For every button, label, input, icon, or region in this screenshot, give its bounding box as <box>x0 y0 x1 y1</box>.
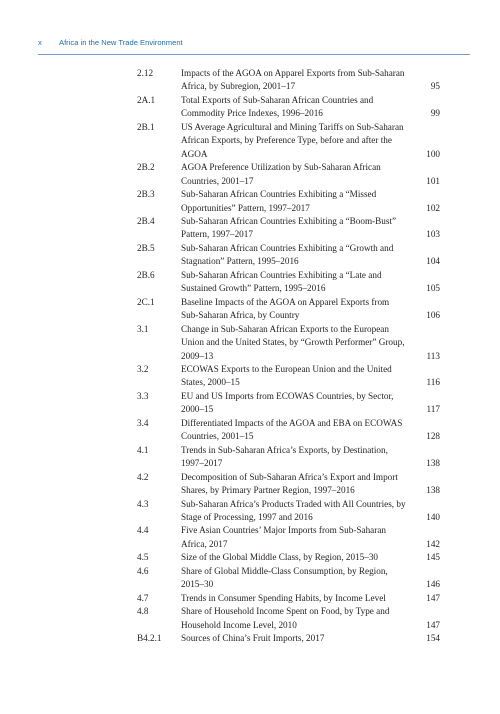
toc-entry <box>137 524 440 551</box>
entry-page: 138 <box>426 485 440 496</box>
entry-title: Baseline Impacts of the AGOA on Apparel Exports from Sub-Saharan Africa, by Country <box>181 296 390 321</box>
entry-number: 3.3 <box>137 390 149 401</box>
entry-number: 4.8 <box>137 606 149 617</box>
entry-number: 2B.2 <box>137 162 155 173</box>
entry-page: 154 <box>426 633 440 644</box>
entry-number: 3.1 <box>137 323 149 334</box>
entry-page: 103 <box>426 229 440 240</box>
entry-title: US Average Agricultural and Mining Tariffs on Sub-Saharan African Exports, by Preference Type, before and after the AGOA <box>181 121 404 159</box>
entry-page: 101 <box>426 175 440 186</box>
entry-number: B4.2.1 <box>137 633 162 644</box>
entry-page: 117 <box>426 404 440 415</box>
entry-title: Sources of China’s Fruit Imports, 2017 <box>181 633 325 644</box>
toc-entry <box>137 121 440 161</box>
entry-page: 100 <box>426 148 440 159</box>
toc-entry <box>137 188 440 215</box>
entry-number: 2B.5 <box>137 242 155 253</box>
entry-number: 2B.3 <box>137 189 155 200</box>
entry-number: 2B.1 <box>137 121 155 132</box>
entry-number: 2.12 <box>137 68 154 78</box>
toc-list <box>137 67 440 645</box>
entry-page: 99 <box>430 108 440 119</box>
toc-entry <box>137 551 440 564</box>
entry-title: Share of Global Middle-Class Consumption, by Region, 2015–30 <box>181 565 388 590</box>
entry-number: 4.4 <box>137 525 149 536</box>
entry-page: 142 <box>426 538 440 549</box>
toc-entry <box>137 161 440 188</box>
entry-title: Share of Household Income Spent on Food, by Type and Household Income Level, 2010 <box>181 606 390 630</box>
entry-page: 128 <box>426 431 440 442</box>
entry-title: Sub-Saharan African Countries Exhibiting a “Boom-Bust” Pattern, 1997–2017 <box>181 215 397 240</box>
toc-entry <box>137 471 440 498</box>
toc-entry <box>137 417 440 444</box>
toc-entry <box>137 242 440 269</box>
toc-entry <box>137 269 440 296</box>
toc-entry <box>137 296 440 323</box>
entry-number: 3.2 <box>137 363 149 374</box>
entry-number: 4.6 <box>137 565 149 576</box>
toc-entry <box>137 67 440 94</box>
entry-number: 3.4 <box>137 417 149 428</box>
entry-number: 4.7 <box>137 592 149 603</box>
entry-title: Size of the Global Middle Class, by Region, 2015–30 <box>181 552 379 563</box>
entry-title: Sub-Saharan African Countries Exhibiting a “Growth and Stagnation” Pattern, 1995–2016 <box>181 242 394 267</box>
entry-title: Differentiated Impacts of the AGOA and EBA on ECOWAS Countries, 2001–15 <box>181 417 403 442</box>
entry-title: Sub-Saharan African Countries Exhibiting a “Missed Opportunities” Pattern, 1997–2017 <box>181 189 377 213</box>
entry-number: 2B.4 <box>137 215 155 226</box>
header-page-number: x <box>38 38 42 47</box>
entry-number: 2A.1 <box>137 94 156 105</box>
toc-entry <box>137 444 440 471</box>
toc-entry <box>137 632 440 645</box>
toc-entry <box>137 565 440 592</box>
header-running-title: Africa in the New Trade Environment <box>59 38 183 47</box>
toc-entry <box>137 498 440 525</box>
entry-page: 95 <box>430 81 440 92</box>
entry-title: Total Exports of Sub-Saharan African Countries and Commodity Price Indexes, 1996–2016 <box>181 94 374 119</box>
entry-title: Decomposition of Sub-Saharan Africa’s Export and Import Shares, by Primary Partner Region, 1997–2016 <box>181 471 398 496</box>
entry-number: 4.5 <box>137 552 149 563</box>
entry-number: 2C.1 <box>137 296 155 307</box>
entry-page: 106 <box>426 310 440 321</box>
entry-title: Change in Sub-Saharan African Exports to the European Union and the United States, by “Growth Performer” Group, 2009–13 <box>181 323 405 361</box>
toc-entry <box>137 363 440 390</box>
running-header <box>38 38 470 52</box>
toc-entry <box>137 323 440 363</box>
entry-title: Sub-Saharan African Countries Exhibiting a “Late and Sustained Growth” Pattern, 1995–2016 <box>181 269 382 294</box>
toc-entry <box>137 592 440 605</box>
entry-title: ECOWAS Exports to the European Union and the United States, 2000–15 <box>181 363 392 388</box>
toc-entry <box>137 605 440 632</box>
entry-number: 2B.6 <box>137 269 155 280</box>
entry-title: AGOA Preference Utilization by Sub-Saharan African Countries, 2001–17 <box>181 162 381 186</box>
entry-title: Five Asian Countries’ Major Imports from Sub-Saharan Africa, 2017 <box>181 525 386 549</box>
entry-page: 140 <box>426 511 440 522</box>
entry-page: 116 <box>426 377 440 388</box>
entry-number: 4.1 <box>137 444 149 455</box>
entry-page: 145 <box>426 552 440 563</box>
toc-entry <box>137 390 440 417</box>
entry-number: 4.2 <box>137 471 149 482</box>
entry-title: Impacts of the AGOA on Apparel Exports from Sub-Saharan Africa, by Subregion, 2001–17 <box>181 68 405 92</box>
toc-entry <box>137 94 440 121</box>
entry-page: 146 <box>426 579 440 590</box>
entry-page: 138 <box>426 458 440 469</box>
header-rule <box>38 54 470 55</box>
entry-title: Trends in Sub-Saharan Africa’s Exports, by Destination, 1997–2017 <box>181 444 388 469</box>
toc-entry <box>137 215 440 242</box>
entry-title: Trends in Consumer Spending Habits, by Income Level <box>181 592 386 603</box>
entry-page: 102 <box>426 202 440 213</box>
entry-page: 147 <box>426 619 440 630</box>
entry-page: 113 <box>426 350 440 361</box>
entry-page: 147 <box>426 592 440 603</box>
entry-number: 4.3 <box>137 498 149 509</box>
entry-title: Sub-Saharan Africa’s Products Traded with All Countries, by Stage of Processing, 1997 and 2016 <box>181 498 406 522</box>
entry-title: EU and US Imports from ECOWAS Countries, by Sector, 2000–15 <box>181 390 394 415</box>
entry-page: 105 <box>426 283 440 294</box>
entry-page: 104 <box>426 256 440 267</box>
